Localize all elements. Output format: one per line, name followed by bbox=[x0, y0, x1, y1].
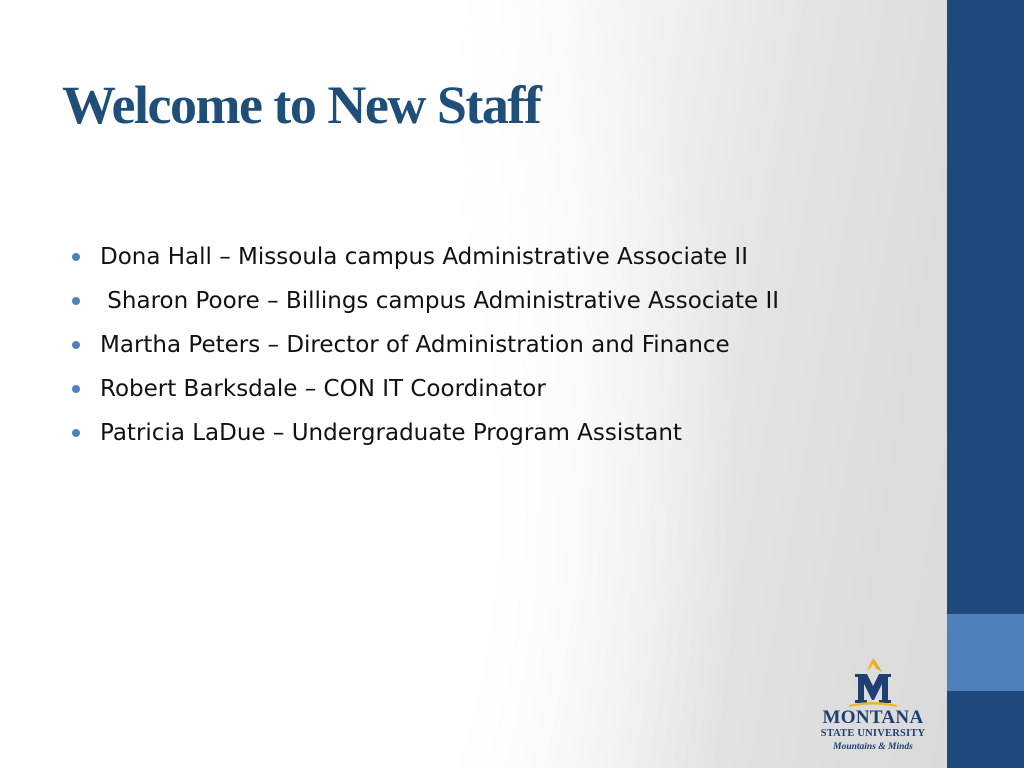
bullet-dot-icon bbox=[72, 253, 80, 261]
logo-subname: STATE UNIVERSITY bbox=[820, 728, 926, 739]
list-item bbox=[72, 238, 932, 282]
university-logo bbox=[812, 656, 934, 760]
slide-title: Welcome to New Staff bbox=[62, 75, 541, 135]
side-bar-accent bbox=[947, 614, 1024, 691]
msu-m-mountain-icon bbox=[843, 656, 903, 708]
list-item bbox=[72, 414, 932, 458]
list-item bbox=[72, 282, 932, 326]
bullet-dot-icon bbox=[72, 341, 80, 349]
list-item-text: Robert Barksdale – CON IT Coordinator bbox=[100, 376, 546, 402]
bullet-dot-icon bbox=[72, 429, 80, 437]
logo-name: MONTANA bbox=[822, 707, 924, 728]
list-item-text: Dona Hall – Missoula campus Administrative Associate II bbox=[100, 244, 748, 270]
list-item-text: Patricia LaDue – Undergraduate Program Assistant bbox=[100, 420, 682, 446]
bullet-dot-icon bbox=[72, 385, 80, 393]
list-item-text: Sharon Poore – Billings campus Administrative Associate II bbox=[100, 288, 780, 314]
bullet-dot-icon bbox=[72, 297, 80, 305]
bullet-list bbox=[72, 238, 932, 458]
list-item bbox=[72, 326, 932, 370]
logo-tagline: Mountains & Minds bbox=[833, 742, 913, 752]
list-item-text: Martha Peters – Director of Administration and Finance bbox=[100, 332, 730, 358]
list-item bbox=[72, 370, 932, 414]
